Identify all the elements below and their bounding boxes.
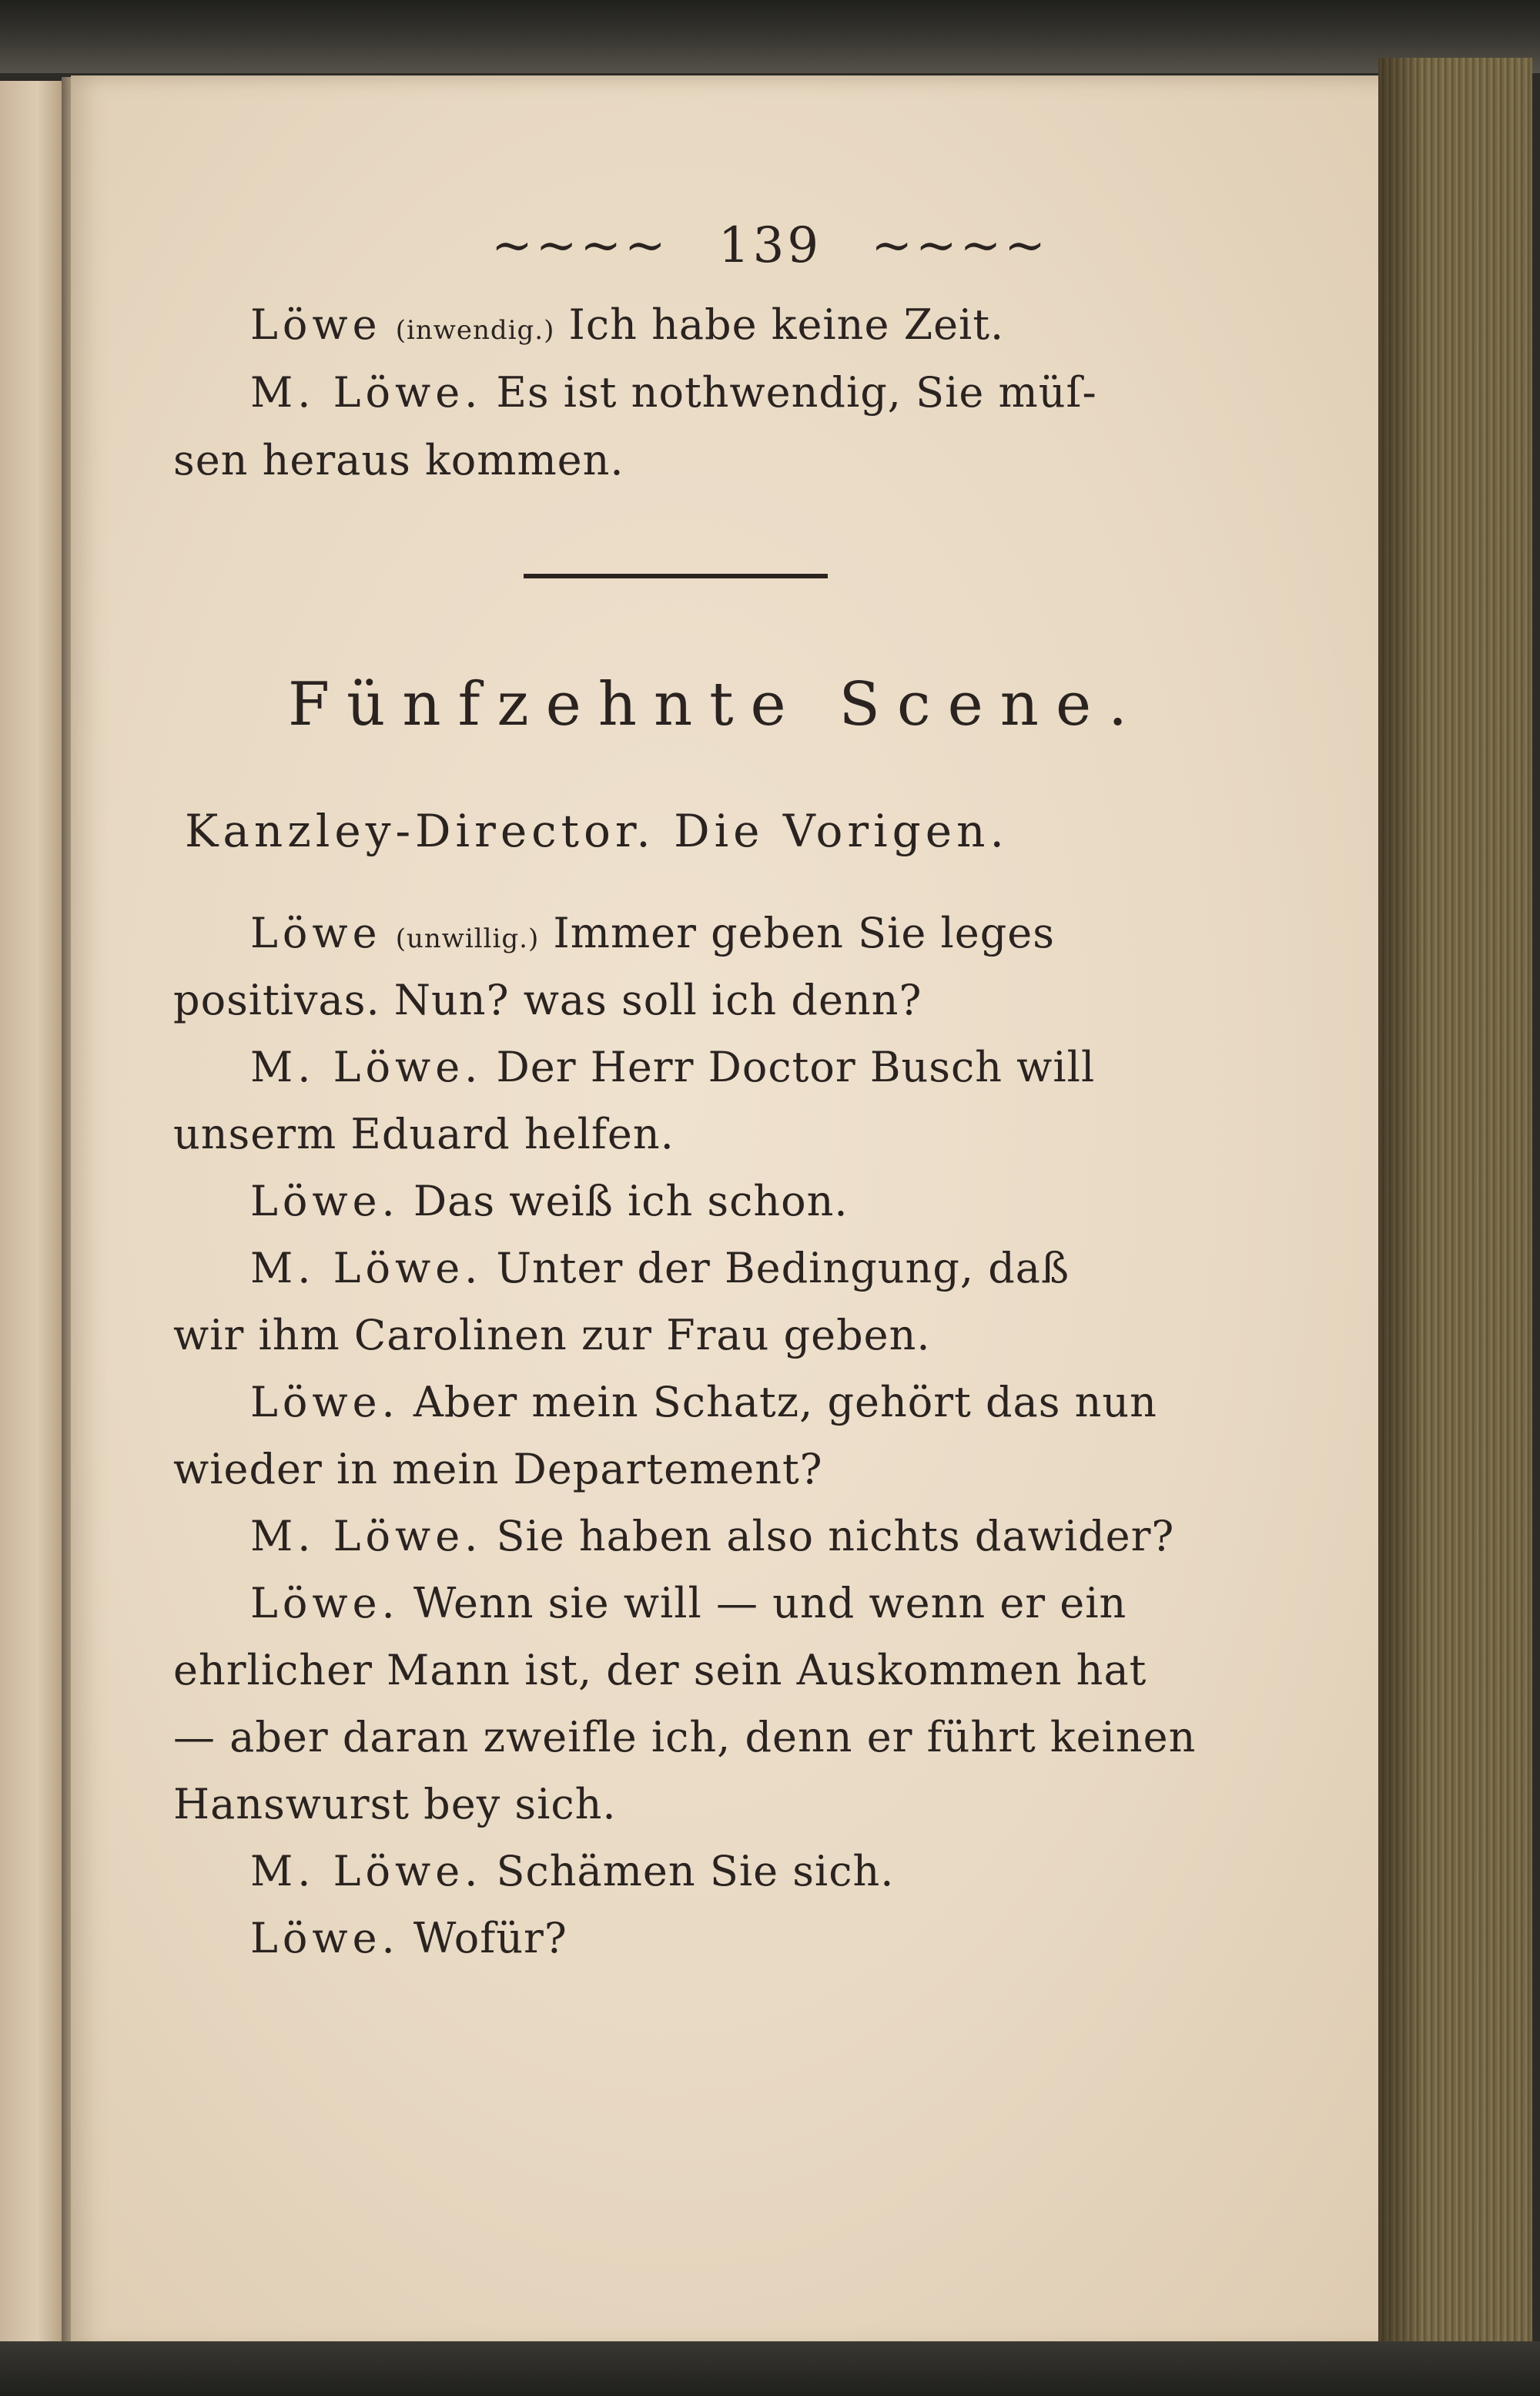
speaker: Löwe [250,300,382,349]
dialogue-line [173,1110,675,1158]
speaker: Löwe. [250,1177,400,1225]
scene-characters: Kanzley-Director. Die Vorigen. [185,805,1009,857]
line-text: wieder in mein Departement? [173,1445,823,1493]
dialogue-line [250,300,1004,349]
dialogue-line [173,1445,823,1493]
dialogue-line [173,976,922,1024]
line-text: Hanswurst bey sich. [173,1780,617,1828]
dialogue-line [250,1579,1127,1627]
dialogue-line [250,1378,1157,1426]
line-text: Sie haben also nichts dawider? [496,1512,1175,1560]
line-text: — aber daran zweifle ich, denn er führt keinen [173,1713,1197,1761]
stage-direction: (inwendig.) [395,315,555,346]
page-number: 139 [718,217,822,274]
speaker: M. Löwe. [250,1512,483,1560]
header-ornament-right: ~~~~ [871,217,1049,274]
line-text: Wenn sie will — und wenn er ein [413,1579,1127,1627]
line-text: Schämen Sie sich. [496,1847,895,1895]
speaker: M. Löwe. [250,1043,483,1091]
dialogue-line [250,1847,894,1895]
dialogue-line [173,1713,1196,1761]
speaker: Löwe [250,909,382,957]
line-text: Es ist nothwendig, Sie müſ- [496,368,1097,417]
line-text: Ich habe keine Zeit. [568,300,1005,349]
dialogue-line [250,1043,1095,1091]
line-text: Aber mein Schatz, gehört das nun [413,1378,1157,1426]
dialogue-line [250,1177,849,1225]
stage-direction: (unwillig.) [395,923,540,954]
speaker: M. Löwe. [250,368,483,417]
dialogue-line [173,1646,1147,1694]
dialogue-line [250,1512,1174,1560]
line-text: ehrlicher Mann ist, der sein Auskommen hat [173,1646,1147,1694]
scene-title: Fünfzehnte Scene. [288,670,1144,739]
speaker: Löwe. [250,1378,400,1426]
dialogue-line [250,1914,567,1962]
binding-bottom [0,2341,1540,2396]
page-edge-shadow [1378,58,1424,2345]
dialogue-line [173,1780,617,1828]
facing-page-edge [0,81,62,2361]
speaker: Löwe. [250,1914,400,1962]
line-text: unserm Eduard helfen. [173,1110,675,1158]
dialogue-line [250,1244,1070,1292]
dialogue-line [250,909,1055,957]
dialogue-line [173,1311,931,1359]
line-text: Der Herr Doctor Busch will [496,1043,1096,1091]
line-text: Immer geben Sie leges [553,909,1055,957]
line-text: Wofür? [413,1914,567,1962]
line-text: wir ihm Carolinen zur Frau geben. [173,1311,931,1359]
speaker: Löwe. [250,1579,400,1627]
line-text: sen heraus kommen. [173,436,624,484]
dialogue-line [173,436,624,484]
scene-divider [524,574,828,578]
line-text: Das weiß ich schon. [413,1177,849,1225]
dialogue-line [250,368,1097,417]
header-ornament-left: ~~~~ [491,217,669,274]
binding-top [0,0,1540,73]
line-text: positivas. Nun? was soll ich denn? [173,976,922,1024]
speaker: M. Löwe. [250,1847,483,1895]
running-header [0,217,1540,274]
line-text: Unter der Bedingung, daß [496,1244,1070,1292]
speaker: M. Löwe. [250,1244,483,1292]
